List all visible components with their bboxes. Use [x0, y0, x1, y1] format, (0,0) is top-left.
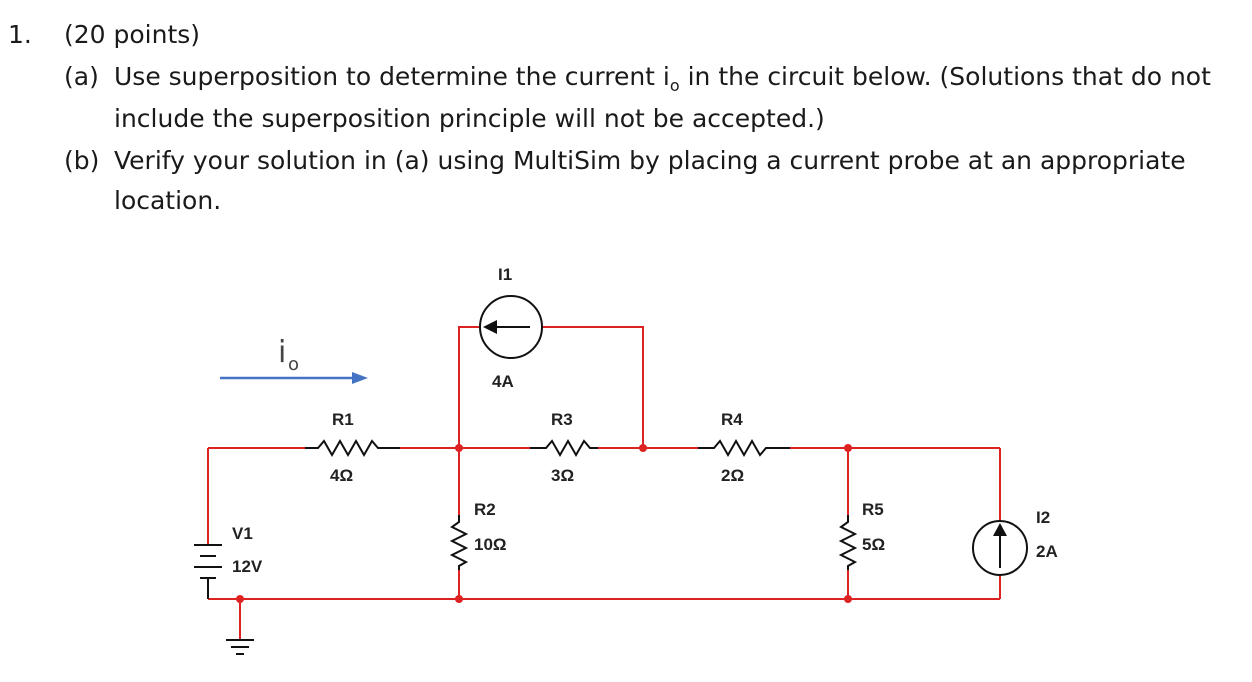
current-source-i1: [480, 265, 542, 391]
junction-dots: [236, 444, 852, 603]
part-b-text-line2: location.: [114, 186, 222, 215]
junction-dot: [455, 595, 463, 603]
r5-value: 5Ω: [862, 535, 886, 554]
junction-dot: [844, 595, 852, 603]
r2-value: 10Ω: [474, 535, 507, 554]
voltage-source-v1: [194, 524, 263, 599]
v1-value: 12V: [232, 557, 263, 576]
io-subscript: o: [288, 354, 300, 375]
junction-dot: [236, 595, 244, 603]
current-io-indicator: [220, 335, 368, 384]
arrow-up-icon: [993, 523, 1007, 536]
i1-value: 4A: [492, 372, 514, 391]
junction-dot: [639, 444, 647, 452]
part-b-text-line1: Verify your solution in (a) using MultiSim by placing a current probe at an appropriate: [114, 146, 1186, 175]
part-a-text-line1: Use superposition to determine the current $i_o$ in the circuit below. (Solutions that do not: [114, 62, 1211, 95]
part-a-label: (a): [64, 62, 99, 91]
r4-name: R4: [721, 410, 743, 429]
current-source-i2: [973, 508, 1058, 575]
r4-value: 2Ω: [721, 466, 745, 485]
r3-name: R3: [551, 410, 573, 429]
r1-name: R1: [332, 410, 354, 429]
resistor-r3: [530, 410, 598, 485]
resistor-r1: [305, 410, 400, 485]
resistor-r2: [452, 500, 507, 570]
ground-icon: [226, 640, 254, 654]
v1-name: V1: [232, 524, 253, 543]
r1-value: 4Ω: [330, 466, 354, 485]
part-a-text-line2: include the superposition principle will not be accepted.): [114, 104, 825, 133]
resistor-r4: [698, 410, 790, 485]
i2-name: I2: [1036, 508, 1051, 527]
problem-points: (20 points): [64, 20, 201, 49]
r2-name: R2: [474, 500, 496, 519]
i1-name: I1: [498, 265, 513, 284]
problem-number: 1.: [8, 20, 32, 49]
r5-name: R5: [862, 500, 884, 519]
circuit-wires: [208, 327, 1000, 640]
junction-dot: [844, 444, 852, 452]
junction-dot: [455, 444, 463, 452]
r3-value: 3Ω: [551, 466, 575, 485]
arrow-right-icon: [352, 372, 368, 384]
io-label: i: [278, 335, 287, 370]
arrow-left-icon: [483, 320, 497, 334]
i2-value: 2A: [1036, 542, 1058, 561]
part-b-label: (b): [64, 146, 100, 175]
